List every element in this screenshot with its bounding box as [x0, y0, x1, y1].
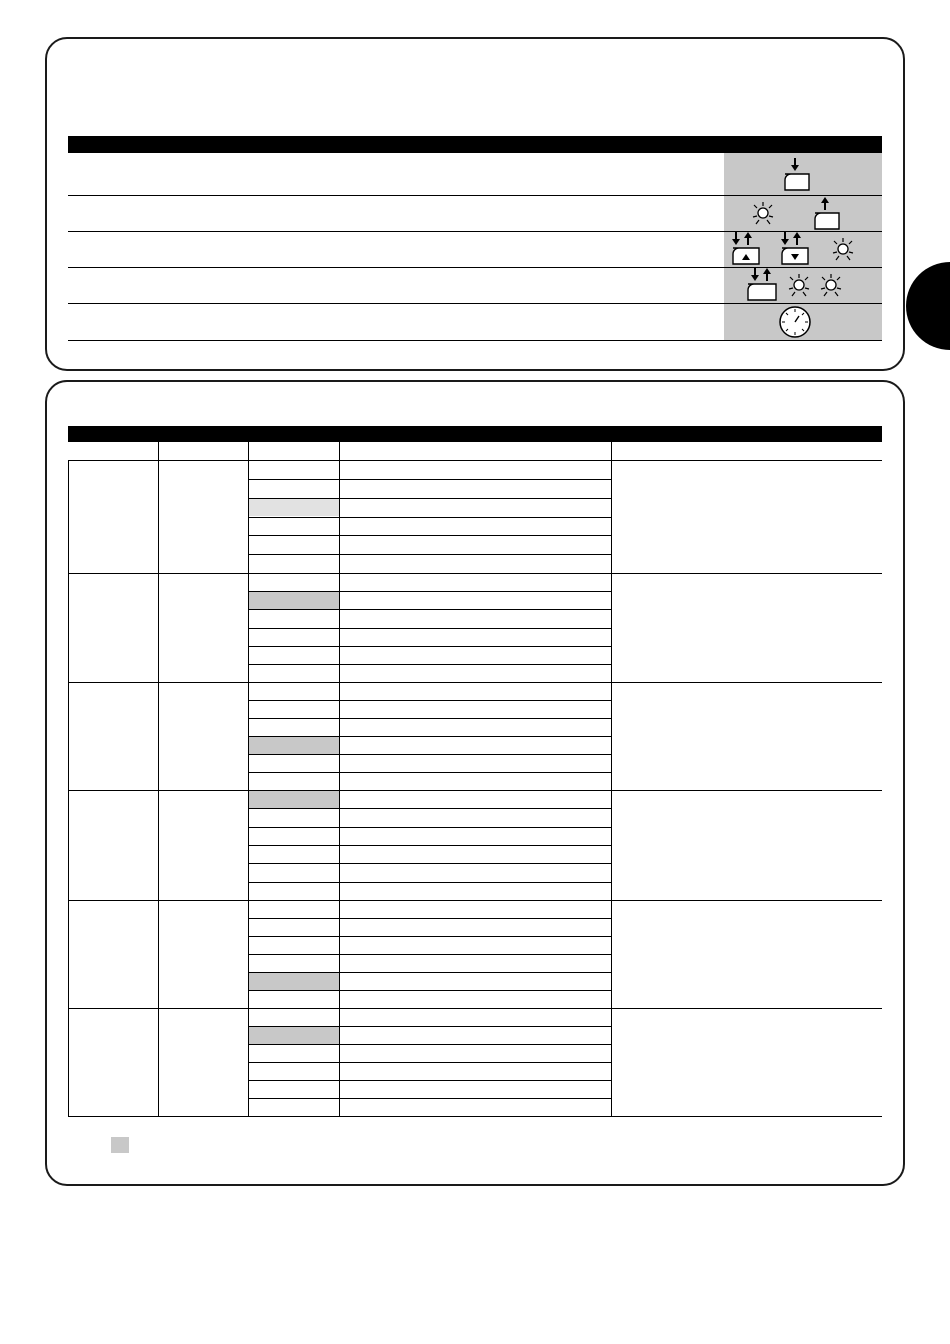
led-blink-icon	[830, 235, 856, 263]
up-button-press-icon	[730, 231, 762, 267]
down-button-press-icon	[779, 231, 811, 267]
header-column-divider	[611, 442, 612, 460]
procedure-row-divider	[68, 340, 882, 341]
default-value-cell	[249, 499, 339, 517]
led-blink-icon	[750, 199, 776, 227]
default-value-cell	[249, 592, 339, 609]
setting-row-divider	[248, 972, 611, 973]
led-blink-icon	[786, 271, 812, 299]
group-divider	[68, 900, 882, 901]
default-value-cell	[249, 791, 339, 808]
setting-row-divider	[248, 845, 611, 846]
setting-row-divider	[248, 718, 611, 719]
setting-row-divider	[248, 609, 611, 610]
setting-row-divider	[248, 808, 611, 809]
setting-row-divider	[248, 918, 611, 919]
header-underline	[68, 460, 882, 461]
setting-row-divider	[248, 1026, 611, 1027]
chapter-tab	[906, 262, 950, 350]
setting-row-divider	[248, 498, 611, 499]
setting-row-divider	[248, 827, 611, 828]
setting-row-divider	[248, 772, 611, 773]
setting-row-divider	[248, 664, 611, 665]
column-divider	[339, 460, 340, 1116]
group-divider	[68, 682, 882, 683]
procedure-row-divider	[68, 195, 882, 196]
setting-row-divider	[248, 591, 611, 592]
table-left-border	[68, 460, 69, 1116]
setting-row-divider	[248, 936, 611, 937]
setting-row-divider	[248, 1080, 611, 1081]
setting-row-divider	[248, 1062, 611, 1063]
column-divider	[248, 460, 249, 1116]
setting-row-divider	[248, 700, 611, 701]
setting-row-divider	[248, 479, 611, 480]
led-blink-icon	[818, 271, 844, 299]
procedure-table-header	[68, 136, 882, 153]
button-release-icon	[812, 196, 842, 230]
settings-table-header	[68, 426, 882, 442]
setting-row-divider	[248, 990, 611, 991]
group-divider	[68, 1008, 882, 1009]
setting-row-divider	[248, 517, 611, 518]
group-divider	[68, 573, 882, 574]
default-value-swatch	[111, 1137, 129, 1153]
group-divider	[68, 1116, 882, 1117]
setting-row-divider	[248, 954, 611, 955]
column-divider	[158, 460, 159, 1116]
setting-row-divider	[248, 754, 611, 755]
setting-row-divider	[248, 736, 611, 737]
setting-row-divider	[248, 882, 611, 883]
settings-panel	[45, 380, 905, 1186]
default-value-cell	[249, 973, 339, 990]
setting-row-divider	[248, 863, 611, 864]
column-divider	[611, 460, 612, 1116]
default-value-cell	[249, 1027, 339, 1044]
procedure-row-divider	[68, 303, 882, 304]
button-press-icon	[782, 157, 812, 191]
header-column-divider	[339, 442, 340, 460]
setting-row-divider	[248, 554, 611, 555]
setting-row-divider	[248, 1044, 611, 1045]
setting-row-divider	[248, 646, 611, 647]
default-value-cell	[249, 737, 339, 754]
setting-row-divider	[248, 1098, 611, 1099]
header-column-divider	[158, 442, 159, 460]
setting-row-divider	[248, 628, 611, 629]
button-press-release-icon	[745, 267, 779, 303]
setting-row-divider	[248, 535, 611, 536]
header-column-divider	[248, 442, 249, 460]
group-divider	[68, 790, 882, 791]
timer-icon	[777, 305, 813, 339]
